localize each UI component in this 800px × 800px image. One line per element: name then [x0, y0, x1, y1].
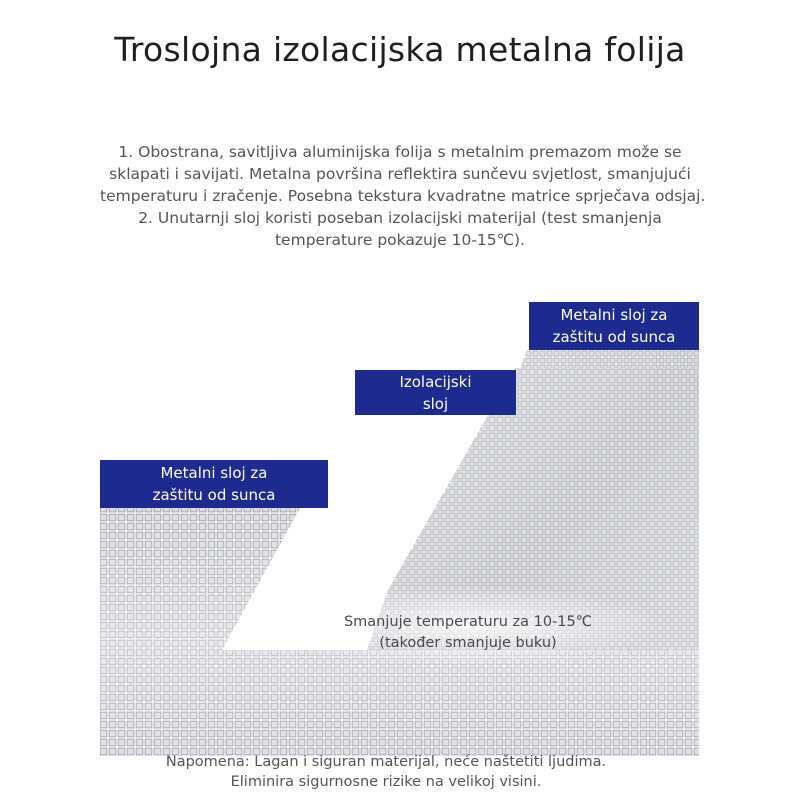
note-line: (također smanjuje buku) [379, 635, 557, 651]
description-line: temperature pokazuje 10-15℃). [274, 231, 526, 249]
label-line: sloj [422, 394, 449, 413]
description-line: 2. Unutarnji sloj koristi poseban izolacijski materijal (test smanjenja [138, 209, 662, 227]
label-line: Izolacijski [399, 372, 472, 391]
description-line: temperaturu i zračenje. Posebna tekstura kvadratne matrice sprječava odsjaj. [100, 187, 706, 205]
label-line: zaštitu od sunca [552, 328, 676, 346]
inner-sun-protection-label [529, 302, 699, 350]
label-line: Metalni sloj za [160, 464, 268, 482]
insulation-layer-label [355, 370, 516, 415]
footnote-line: Eliminira sigurnosne rizike na velikoj visini. [230, 774, 542, 790]
outer-sun-protection-label [100, 460, 328, 508]
page-title: Troslojna izolacijska metalna folija [114, 30, 686, 69]
description-line: 1. Obostrana, savitljiva aluminijska folija s metalnim premazom može se [118, 143, 682, 161]
label-line: zaštitu od sunca [152, 486, 276, 504]
temperature-note [280, 612, 656, 654]
note-line: Smanjuje temperaturu za 10-15℃ [343, 614, 593, 630]
footnote [100, 752, 672, 792]
label-line: Metalni sloj za [560, 306, 668, 324]
footnote-line: Napomena: Lagan i siguran materijal, neće naštetiti ljudima. [165, 754, 607, 770]
description-line: sklapati i savijati. Metalna površina reflektira sunčevu svjetlost, smanjujući [109, 165, 691, 183]
